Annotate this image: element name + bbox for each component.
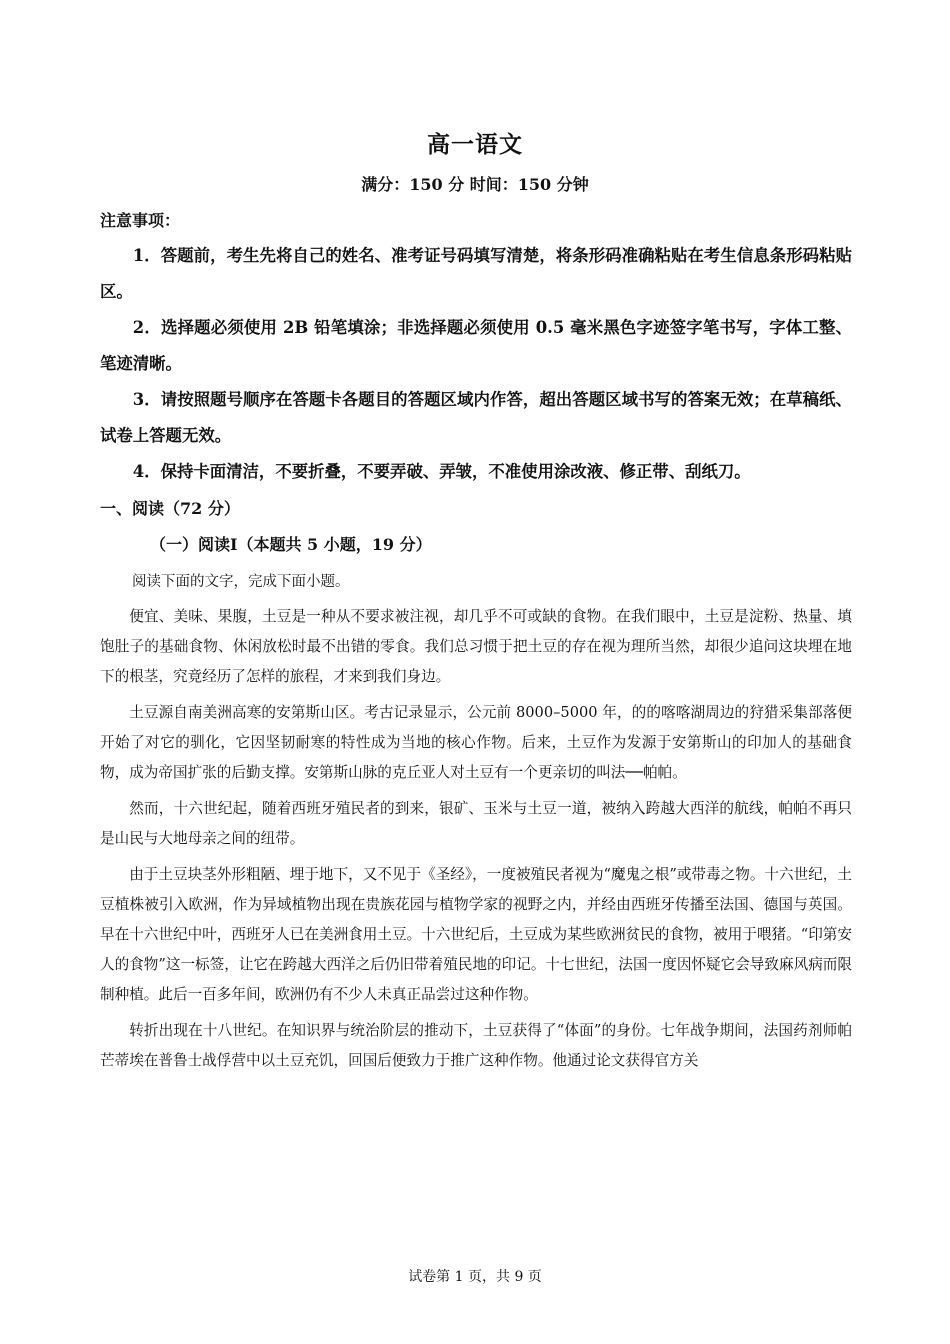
subsection-heading: （一）阅读Ⅰ（本题共 5 小题，19 分） (150, 535, 432, 554)
passage-paragraph: 便宜、美味、果腹，土豆是一种从不要求被注视，却几乎不可或缺的食物。在我们眼中，土豆是淀粉、热量、填饱肚子的基础食物、休闲放松时最不出错的零食。我们总习惯于把土豆的存在视为理所当然，却很少追问这块埋在地下的根茎，究竟经历了怎样的旅程，才来到我们身边。 (100, 608, 852, 685)
passage-paragraph: 转折出现在十八世纪。在知识界与统治阶层的推动下，土豆获得了“体面”的身份。七年战争期间，法国药剂师帕芒蒂埃在普鲁士战俘营中以土豆充饥，回国后便致力于推广这种作物。他通过论文获得官方关 (100, 1022, 852, 1069)
notice-item-3: 3．请按照题号顺序在答题卡各题目的答题区域内作答，超出答题区域书写的答案无效；在草稿纸、试卷上答题无效。 (100, 390, 852, 445)
section-heading: 一、阅读（72 分） (100, 499, 240, 518)
score-time-line: 满分：150 分 时间：150 分钟 (361, 175, 589, 194)
passage-paragraph: 然而，十六世纪起，随着西班牙殖民者的到来，银矿、玉米与土豆一道，被纳入跨越大西洋的航线，帕帕不再只是山民与大地母亲之间的纽带。 (100, 800, 852, 847)
reading-instruction: 阅读下面的文字，完成下面小题。 (132, 574, 350, 590)
notice-heading: 注意事项： (100, 211, 181, 230)
page-title: 高一语文 (427, 131, 523, 158)
notice-item-4: 4．保持卡面清洁，不要折叠，不要弄破、弄皱，不准使用涂改液、修正带、刮纸刀。 (132, 462, 751, 481)
page-footer: 试卷第 1 页，共 9 页 (408, 1269, 542, 1285)
notice-item-1: 1．答题前，考生先将自己的姓名、准考证号码填写清楚，将条形码准确粘贴在考生信息条形码粘贴区。 (100, 246, 852, 301)
reading-passage (100, 602, 852, 1082)
notice-item-2: 2．选择题必须使用 2B 铅笔填涂；非选择题必须使用 0.5 毫米黑色字迹签字笔书写，字体工整、笔迹清晰。 (100, 318, 852, 373)
notice-list (100, 238, 852, 490)
passage-paragraph: 由于土豆块茎外形粗陋、埋于地下，又不见于《圣经》，一度被殖民者视为“魔鬼之根”或带毒之物。十六世纪，土豆植株被引入欧洲，作为异域植物出现在贵族花园与植物学家的视野之内，并经由西班牙传播至法国、德国与英国。早在十六世纪中叶，西班牙人已在美洲食用土豆。十六世纪后，土豆成为某些欧洲贫民的食物，被用于喂猪。“印第安人的食物”这一标签，让它在跨越大西洋之后仍旧带着殖民地的印记。十七世纪，法国一度因怀疑它会导致麻风病而限制种植。此后一百多年间，欧洲仍有不少人未真正品尝过这种作物。 (100, 866, 852, 1003)
passage-paragraph: 土豆源自南美洲高寒的安第斯山区。考古记录显示，公元前 8000–5000 年，的的喀喀湖周边的狩猎采集部落便开始了对它的驯化，它因坚韧耐寒的特性成为当地的核心作物。后来，土豆作为发源于安第斯山的印加人的基础食物，成为帝国扩张的后勤支撑。安第斯山脉的克丘亚人对土豆有一个更亲切的叫法──帕帕。 (100, 704, 852, 781)
